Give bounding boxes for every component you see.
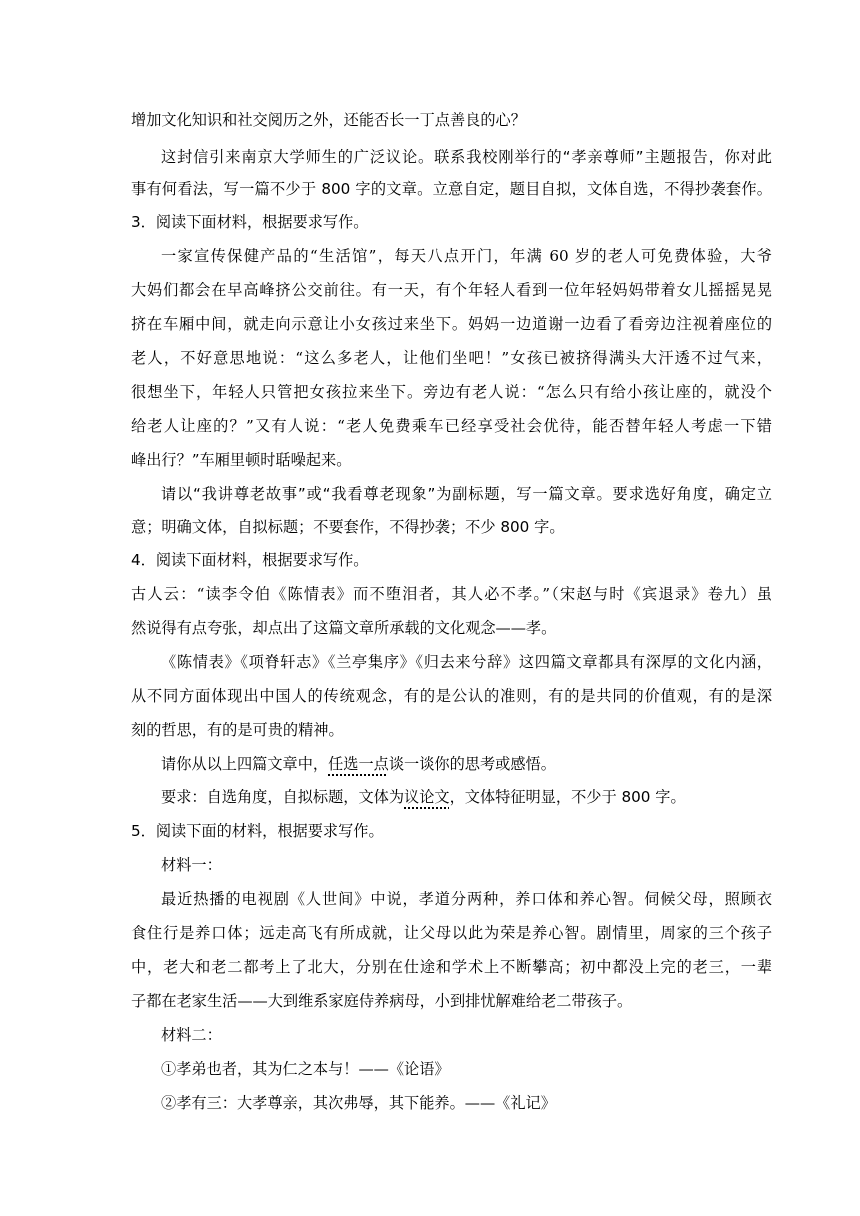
text-line: 刻的哲思，有的是可贵的精神。	[131, 721, 344, 739]
text-line: 《陈情表》《项脊轩志》《兰亭集序》《归去来兮辞》这四篇文章都具有深厚的文化内涵，	[161, 653, 772, 671]
text-line: 然说得有点夸张，却点出了这篇文章所承载的文化观念——孝。	[131, 619, 557, 637]
text-segment: ，文体特征明显，不少于 800 字。	[449, 788, 686, 806]
text-segment: 要求：自选角度，自拟标题，文体为	[161, 788, 404, 806]
text-line: 挤在车厢中间，就走向示意让小女孩过来坐下。妈妈一边道谢一边看了看旁边注视着座位的	[131, 315, 772, 333]
text-line: 中，老大和老二都考上了北大，分别在仕途和学术上不断攀高；初中都没上完的老三，一辈	[131, 958, 772, 976]
text-segment: 请你从以上四篇文章中，	[161, 755, 329, 773]
text-segment: 谈一谈你的思考或感悟。	[388, 755, 556, 773]
text-line: 意；明确文体，自拟标题；不要套作，不得抄袭；不少 800 字。	[131, 518, 565, 536]
text-line: 老人，不好意思地说：“这么多老人，让他们坐吧！”女孩已被挤得满头大汗透不过气来，	[131, 349, 772, 367]
text-line	[161, 786, 686, 808]
question-heading: 3．阅读下面材料，根据要求写作。	[131, 213, 369, 231]
text-line: 请以“我讲尊老故事”或“我看尊老现象”为副标题，写一篇文章。要求选好角度，确定立	[161, 485, 772, 503]
quote-line: ②孝有三：大孝尊亲，其次弗辱，其下能养。——《礼记》	[161, 1094, 556, 1112]
question-heading: 4．阅读下面材料，根据要求写作。	[131, 551, 369, 569]
material-label: 材料二：	[161, 1026, 222, 1044]
text-line: 这封信引来南京大学师生的广泛议论。联系我校刚举行的“孝亲尊师”主题报告，你对此	[161, 148, 772, 166]
material-label: 材料一：	[161, 856, 222, 874]
text-line: 一家宣传保健产品的“生活馆”，每天八点开门，年满 60 岁的老人可免费体验，大爷	[161, 247, 772, 265]
text-line: 事有何看法，写一篇不少于 800 字的文章。立意自定，题目自拟，文体自选，不得抄袭套作。	[131, 180, 772, 198]
text-line: 很想坐下，年轻人只管把女孩拉来坐下。旁边有老人说：“怎么只有给小孩让座的，就没个	[131, 383, 772, 401]
text-line: 峰出行？”车厢里顿时聒噪起来。	[131, 451, 352, 469]
text-line: 从不同方面体现出中国人的传统观念，有的是公认的准则，有的是共同的价值观，有的是深	[131, 687, 772, 705]
text-line: 大妈们都会在早高峰挤公交前往。有一天，有个年轻人看到一位年轻妈妈带着女儿摇摇晃晃	[131, 281, 772, 299]
text-line: 给老人让座的？”又有人说：“老人免费乘车已经享受社会优待，能否替年轻人考虑一下错	[131, 417, 772, 435]
text-line: 子都在老家生活——大到维系家庭侍养病母，小到排忧解难给老二带孩子。	[131, 992, 633, 1010]
quote-line: ①孝弟也者，其为仁之本与！——《论语》	[161, 1060, 450, 1078]
question-heading: 5．阅读下面的材料，根据要求写作。	[131, 822, 384, 840]
emphasized-text: 任选一点	[328, 755, 389, 773]
text-line	[161, 753, 556, 775]
emphasized-text: 议论文	[404, 788, 450, 806]
text-line: 增加文化知识和社交阅历之外，还能否长一丁点善良的心？	[131, 111, 526, 129]
text-line: 食住行是养口体；远走高飞有所成就，让父母以此为荣是养心智。剧情里，周家的三个孩子	[131, 924, 772, 942]
text-line: 最近热播的电视剧《人世间》中说，孝道分两种，养口体和养心智。伺候父母，照顾衣	[161, 890, 772, 908]
text-line: 古人云：“读李令伯《陈情表》而不堕泪者，其人必不孝。”（宋赵与时《宾退录》卷九）虽	[131, 585, 772, 603]
